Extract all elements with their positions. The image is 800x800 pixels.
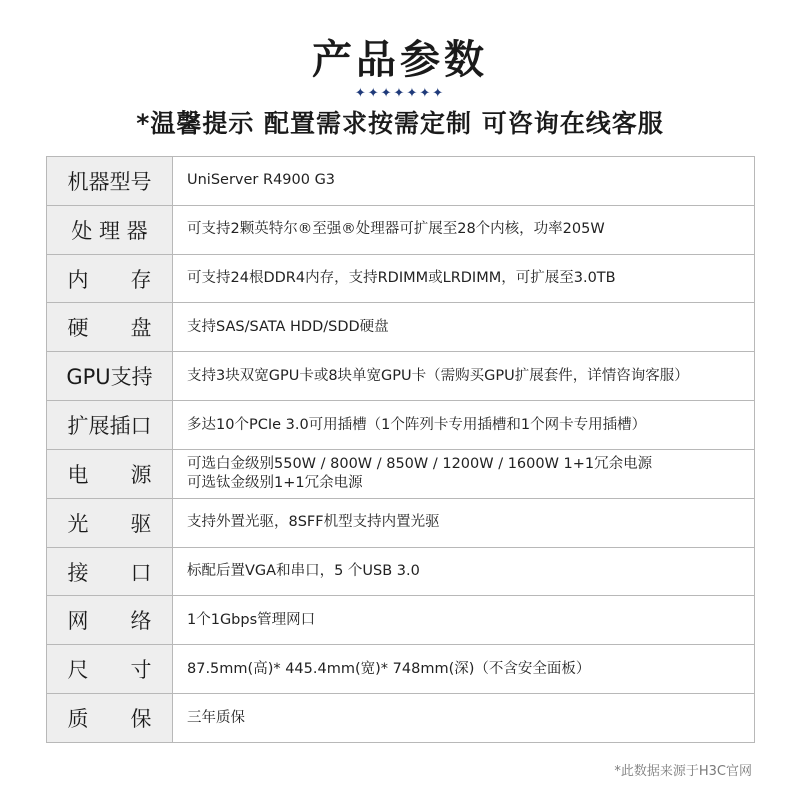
- spec-value-line: 三年质保: [187, 709, 245, 726]
- spec-value: [173, 255, 754, 303]
- spec-row: [47, 499, 754, 548]
- spec-label: 电 源: [47, 450, 173, 498]
- tip-subtitle: *温馨提示 配置需求按需定制 可咨询在线客服: [136, 109, 664, 138]
- page-title: 产品参数: [312, 37, 488, 83]
- spec-value-line: 87.5mm(高)* 445.4mm(宽)* 748mm(深)（不含安全面板）: [187, 660, 591, 677]
- spec-label: 网 络: [47, 596, 173, 644]
- spec-value: [173, 548, 754, 596]
- spec-row: [47, 645, 754, 694]
- spec-value: [173, 401, 754, 449]
- spec-row: [47, 352, 754, 401]
- spec-value-line: 可选白金级别550W / 800W / 850W / 1200W / 1600W 1+1冗余电源: [187, 455, 653, 472]
- spec-value: [173, 499, 754, 547]
- spec-label: 接 口: [47, 548, 173, 596]
- spec-label: 光 驱: [47, 499, 173, 547]
- spec-label: 尺 寸: [47, 645, 173, 693]
- spec-value: [173, 596, 754, 644]
- spec-value-line: 支持外置光驱，8SFF机型支持内置光驱: [187, 514, 440, 531]
- spec-label: GPU支持: [47, 352, 173, 400]
- spec-row: [47, 694, 754, 742]
- spec-value-line: 支持SAS/SATA HDD/SDD硬盘: [187, 318, 389, 335]
- spec-value-line: 可选钛金级别1+1冗余电源: [187, 474, 363, 491]
- spec-value: [173, 157, 754, 205]
- spec-value: [173, 206, 754, 254]
- spec-row: [47, 255, 754, 304]
- decorative-stars: ✦✦✦✦✦✦✦: [354, 86, 446, 101]
- spec-value: [173, 645, 754, 693]
- spec-row: [47, 157, 754, 206]
- spec-label: 硬 盘: [47, 303, 173, 351]
- spec-value: [173, 303, 754, 351]
- source-note: *此数据来源于H3C官网: [614, 764, 752, 779]
- spec-value-line: 可支持24根DDR4内存，支持RDIMM或LRDIMM，可扩展至3.0TB: [187, 270, 616, 287]
- spec-value-line: 标配后置VGA和串口，5 个USB 3.0: [187, 563, 420, 580]
- spec-value-line: 支持3块双宽GPU卡或8块单宽GPU卡（需购买GPU扩展套件，详情咨询客服）: [187, 367, 689, 384]
- spec-table: [46, 156, 755, 743]
- spec-value-line: 1个1Gbps管理网口: [187, 611, 316, 628]
- spec-label: 质 保: [47, 694, 173, 742]
- spec-row: [47, 596, 754, 645]
- spec-value: [173, 352, 754, 400]
- spec-value: [173, 694, 754, 742]
- spec-value-line: 多达10个PCIe 3.0可用插槽（1个阵列卡专用插槽和1个网卡专用插槽）: [187, 416, 647, 433]
- spec-row: [47, 206, 754, 255]
- spec-row: [47, 303, 754, 352]
- spec-value-line: 可支持2颗英特尔®至强®处理器可扩展至28个内核，功率205W: [187, 221, 605, 238]
- spec-label: 扩展插口: [47, 401, 173, 449]
- spec-row: [47, 548, 754, 597]
- spec-row: [47, 450, 754, 499]
- spec-label: 处 理 器: [47, 206, 173, 254]
- spec-value: [173, 450, 754, 498]
- spec-label: 机器型号: [47, 157, 173, 205]
- spec-value-line: UniServer R4900 G3: [187, 172, 336, 189]
- spec-row: [47, 401, 754, 450]
- spec-label: 内 存: [47, 255, 173, 303]
